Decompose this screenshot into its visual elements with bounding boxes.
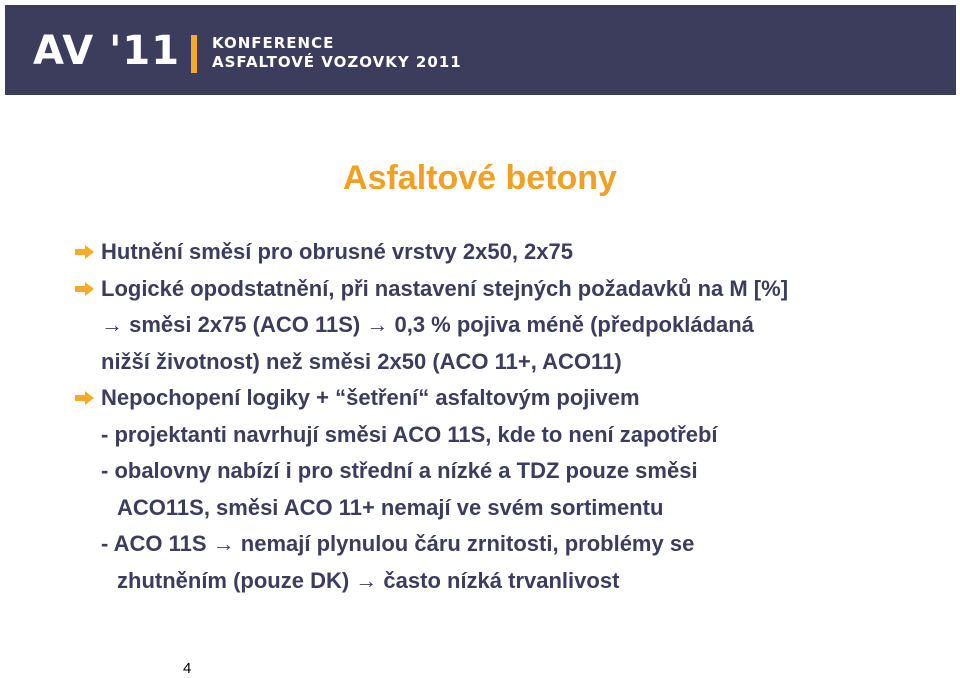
conference-name [212, 34, 462, 72]
bullet-text: Logické opodstatnění, při nastavení stejných požadavků na M [%] [101, 275, 789, 301]
header-banner [5, 5, 956, 95]
bullet-item [74, 234, 954, 271]
slide-title: Asfaltové betony [343, 159, 617, 197]
arrow-right-icon [74, 281, 96, 297]
bullet-text: Nepochopení logiky + “šetření“ asfaltovým pojivem [101, 385, 640, 410]
continuation-line: nižší životnost) než směsi 2x50 (ACO 11+, ACO11) [101, 348, 622, 374]
continuation-line: ACO11S, směsi ACO 11+ nemají ve svém sortimentu [117, 494, 664, 520]
bullet-text: Hutnění směsí pro obrusné vrstvy 2x50, 2x75 [101, 239, 573, 264]
bullet-item [74, 271, 954, 308]
continuation-line: → směsi 2x75 (ACO 11S) → 0,3 % pojiva méně (předpokládaná [101, 312, 754, 337]
conference-name-line2: ASFALTOVÉ VOZOVKY 2011 [212, 53, 462, 71]
sub-item: - obalovny nabízí i pro střední a nízké a TDZ pouze směsi [101, 458, 698, 483]
conference-logo: AV '11 [33, 28, 181, 74]
sub-item: - ACO 11S → nemají plynulou čáru zrnitosti, problémy se [101, 531, 695, 556]
page-number: 4 [183, 660, 192, 677]
arrow-right-icon [74, 390, 96, 406]
conference-name-line1: KONFERENCE [212, 34, 335, 52]
sub-item: - projektanti navrhují směsi ACO 11S, kde to není zapotřebí [101, 421, 718, 447]
slide-content [74, 234, 954, 599]
arrow-right-icon [74, 244, 96, 260]
bullet-item [74, 380, 954, 417]
continuation-line: zhutněním (pouze DK) → často nízká trvanlivost [117, 567, 620, 593]
logo-divider [191, 35, 197, 73]
